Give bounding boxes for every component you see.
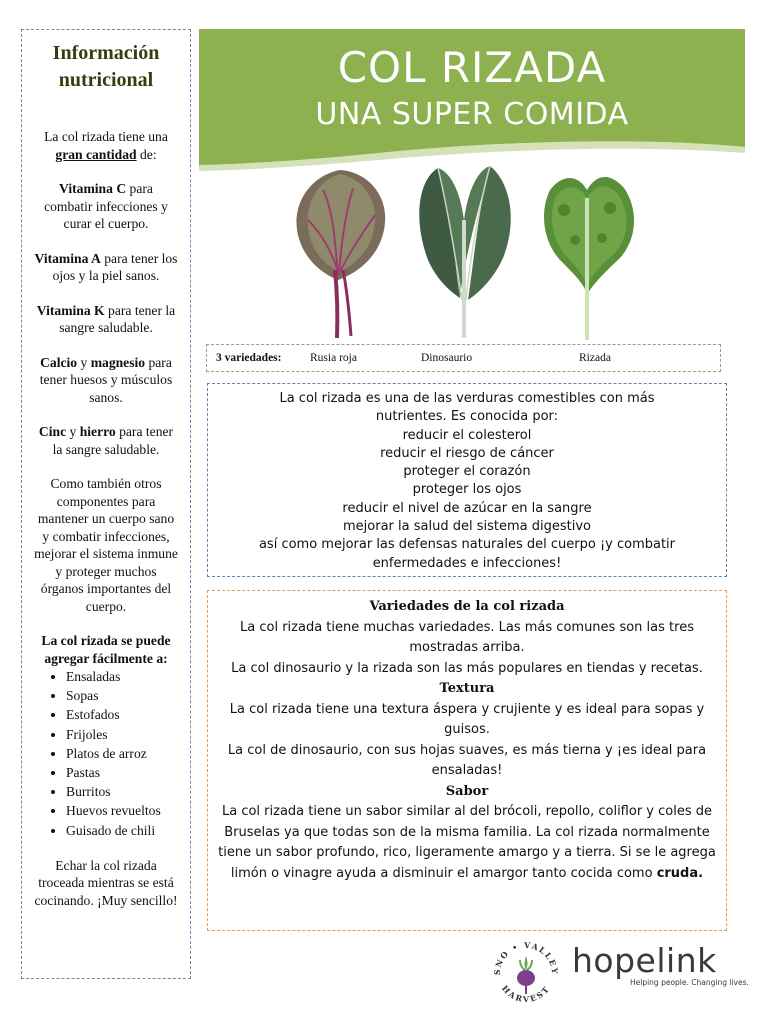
hopelink-tagline: Helping people. Changing lives. [630, 978, 749, 987]
texture-paragraph: La col de dinosaurio, con sus hojas suaves, es más tierna y ¡es ideal para ensaladas! [227, 742, 707, 778]
dinosaur-kale-image [408, 160, 523, 340]
nutrient-vitamin-c: Vitamina C para combatir infecciones y curar el cuerpo. [44, 181, 168, 231]
texture-paragraph: La col rizada tiene una textura áspera y crujiente y es ideal para sopas y guisos. [229, 701, 705, 737]
add-list [22, 667, 190, 840]
sidebar-closing: Echar la col rizada troceada mientras se está cocinando. ¡Muy sencillo! [34, 857, 178, 908]
sidebar-add-heading: La col rizada se puede agregar fácilmente a: [41, 633, 171, 666]
benefit-line: enfermedades e infecciones! [372, 555, 562, 571]
list-item: • Estofados [66, 705, 190, 724]
sidebar-title: Información nutricional [52, 42, 160, 91]
benefit-line: reducir el riesgo de cáncer [380, 445, 554, 461]
nutrient-vitamin-k: Vitamina K para tener la sangre saludable. [36, 302, 176, 335]
benefit-line: así como mejorar las defensas naturales del cuerpo ¡y combatir [258, 537, 676, 553]
nutrition-sidebar [21, 29, 191, 979]
hopelink-wordmark: hopelink [572, 941, 717, 980]
nutrient-vitamin-a: Vitamina A para tener los ojos y la piel sanos. [34, 250, 178, 283]
varieties-paragraph: La col rizada tiene muchas variedades. Las más comunes son las tres mostradas arriba. [240, 619, 694, 655]
texture-heading: Textura [439, 681, 495, 696]
list-item: • Burritos [66, 782, 190, 801]
list-item: • Platos de arroz [66, 744, 190, 763]
variety-name: Rusia roja [310, 352, 357, 364]
page-title: COL RIZADA [337, 43, 607, 92]
list-item: • Sopas [66, 686, 190, 705]
sidebar-intro: La col rizada tiene una gran cantidad de: [44, 129, 168, 162]
benefit-line: reducir el nivel de azúcar en la sangre [342, 500, 592, 516]
benefit-line: reducir el colesterol [402, 427, 532, 443]
varieties-heading: Variedades de la col rizada [369, 599, 565, 614]
list-item: • Huevos revueltos [66, 801, 190, 820]
variety-name: Dinosaurio [421, 352, 473, 364]
flavor-paragraph: La col rizada tiene un sabor similar al del brócoli, repollo, coliflor y coles de Bruselas ya que todas son de la misma familia. La col rizada normalmente tiene un sabor profundo, rico, ligeramente amargo y a tierra. Si se le agrega limón o vinagre ayuda a disminuir el amargor tanto cocida como cruda. [218, 804, 716, 881]
sidebar-other-components: Como también otros componentes para mantener un cuerpo sano y combatir infecciones, mejorar el sistema inmune y proteger muchos órganos importantes del cuerpo. [34, 476, 178, 614]
page-subtitle: UNA SUPER COMIDA [315, 97, 629, 132]
varieties-paragraph: La col dinosaurio y la rizada son las más populares en tiendas y recetas. [231, 660, 703, 676]
title-banner [199, 29, 745, 171]
varieties-bar [206, 344, 721, 372]
variety-name: Rizada [579, 352, 611, 364]
nutrient-calcium: Calcio y magnesio para tener huesos y músculos sanos. [39, 354, 173, 405]
benefit-line: proteger los ojos [412, 482, 522, 498]
flavor-heading: Sabor [445, 783, 489, 799]
details-box [207, 590, 727, 931]
benefit-line: nutrientes. Es conocida por: [375, 409, 559, 425]
varieties-label: 3 variedades: [216, 352, 282, 364]
benefit-line: La col rizada es una de las verduras comestibles con más [279, 391, 655, 406]
list-item: • Frijoles [66, 725, 190, 744]
svg-text:HARVEST: HARVEST [499, 983, 552, 1005]
list-item: • Pastas [66, 763, 190, 782]
svg-text:SNO • VALLEY: SNO • VALLEY [491, 939, 561, 976]
curly-kale-image [530, 160, 645, 340]
benefit-line: proteger el corazón [403, 464, 531, 480]
sno-valley-harvest-logo [490, 936, 562, 1008]
list-item: • Guisado de chili [66, 821, 190, 840]
benefits-box [207, 383, 727, 577]
hopelink-logo [572, 942, 752, 987]
red-russian-kale-image [283, 160, 398, 340]
list-item: • Ensaladas [66, 667, 190, 686]
benefit-line: mejorar la salud del sistema digestivo [343, 519, 591, 535]
nutrient-zinc: Cinc y hierro para tener la sangre saludable. [38, 424, 174, 457]
